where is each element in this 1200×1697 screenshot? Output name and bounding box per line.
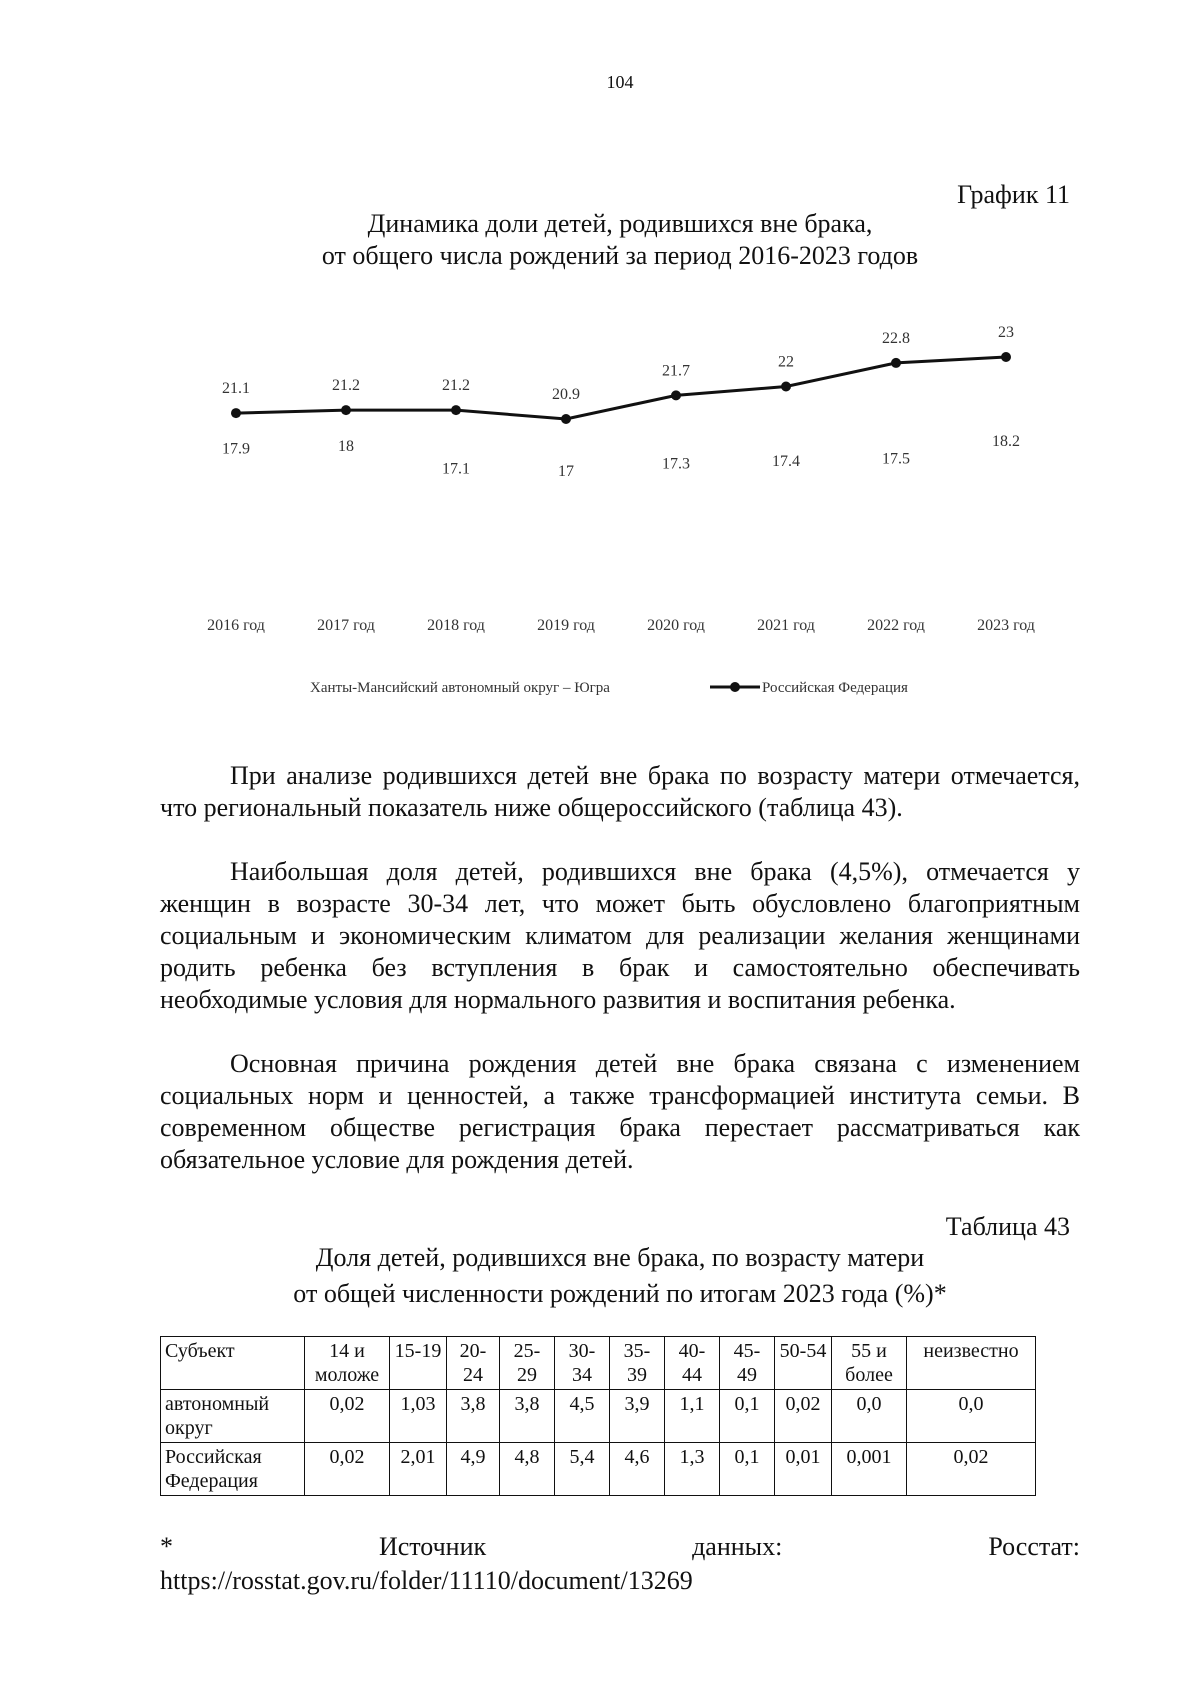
rf-data-label: 21.7	[662, 362, 690, 380]
rf-data-label: 21.1	[222, 380, 250, 398]
footnote-source-row	[160, 1530, 1080, 1564]
paragraph-3	[160, 1048, 1080, 1176]
khmao-data-label: 18	[338, 438, 354, 455]
table-cell: 3,8	[500, 1390, 555, 1443]
table-cell: 0,001	[832, 1443, 907, 1496]
table-cell: 1,3	[665, 1443, 720, 1496]
khmao-data-label: 17.3	[662, 455, 690, 473]
table-label: Таблица 43	[945, 1212, 1070, 1241]
table-header-row	[161, 1337, 1036, 1390]
footnote-url-link[interactable]: https://rosstat.gov.ru/folder/11110/document/13269	[160, 1566, 693, 1595]
khmao-data-label: 17.5	[882, 450, 910, 468]
footnote	[160, 1530, 1080, 1598]
rf-data-point	[1001, 352, 1011, 362]
table-cell: 4,8	[500, 1443, 555, 1496]
rf-data-label: 20.9	[552, 386, 580, 403]
chart-title	[0, 208, 1200, 272]
chart-title-line1: Динамика доли детей, родившихся вне брака,	[367, 209, 873, 238]
rf-data-point	[231, 408, 241, 418]
table-header-cell: Субъект	[161, 1337, 305, 1390]
table-cell: 4,5	[555, 1390, 610, 1443]
rf-data-label: 21.2	[442, 377, 470, 395]
table-cell: 0,1	[720, 1390, 775, 1443]
table-cell: 4,9	[447, 1443, 500, 1496]
table-header-cell: 30-34	[555, 1337, 610, 1390]
table-cell: 0,02	[305, 1443, 390, 1496]
table-cell: 1,1	[665, 1390, 720, 1443]
table-cell: 0,02	[907, 1443, 1036, 1496]
rf-data-point	[671, 390, 681, 400]
table-title	[0, 1240, 1200, 1312]
table-header-cell: 20-24	[447, 1337, 500, 1390]
rf-data-point	[891, 358, 901, 368]
paragraph-1-text: При анализе родившихся детей вне брака по возрасту матери отмечается, что региональный показатель ниже общероссийского (таблица 43).	[160, 761, 1080, 822]
chart-title-line2: от общего числа рождений за период 2016-2023 годов	[321, 241, 919, 270]
x-tick-label: 2017 год	[317, 617, 375, 634]
rf-data-point	[561, 414, 571, 424]
table-cell: Российская Федерация	[161, 1443, 305, 1496]
table-header-cell: 45-49	[720, 1337, 775, 1390]
paragraph-3-text: Основная причина рождения детей вне брака связана с изменением социальных норм и ценностей, а также трансформацией института семьи. В современном обществе регистрация брака перестает рассматриваться как обязательное условие для рождения детей.	[160, 1049, 1080, 1174]
table-cell: 0,1	[720, 1443, 775, 1496]
table-header-cell: 35-39	[610, 1337, 665, 1390]
rf-data-label: 21.2	[332, 377, 360, 395]
footnote-word-source: Источник	[378, 1532, 487, 1561]
page-number: 104	[606, 72, 634, 92]
table-cell: 0,0	[907, 1390, 1036, 1443]
rf-data-point	[781, 382, 791, 392]
table-cell: 0,0	[832, 1390, 907, 1443]
table-cell: 2,01	[390, 1443, 447, 1496]
rf-data-label: 23	[998, 324, 1014, 341]
footnote-word-data: данных:	[692, 1532, 783, 1561]
table-header-cell: 15-19	[390, 1337, 447, 1390]
table-header-cell: 40-44	[665, 1337, 720, 1390]
table-cell: 1,03	[390, 1390, 447, 1443]
x-tick-label: 2020 год	[647, 617, 705, 634]
table-cell: 0,02	[775, 1390, 832, 1443]
legend-rf-marker	[730, 682, 740, 692]
khmao-data-label: 17.4	[772, 453, 800, 470]
table-cell: автономный округ	[161, 1390, 305, 1443]
rf-data-label: 22	[778, 353, 794, 371]
table-header-cell: 50-54	[775, 1337, 832, 1390]
footnote-star: *	[160, 1532, 173, 1561]
table-header-cell: 55 и более	[832, 1337, 907, 1390]
paragraph-2-text: Наибольшая доля детей, родившихся вне брака (4,5%), отмечается у женщин в возрасте 30-34 лет, что может быть обусловлено благоприятным социальным и экономическим климатом для реализации желания женщинами родить ребенка без вступления в брак и самостоятельно обеспечивать необходимые условия для нормального развития и воспитания ребенка.	[160, 857, 1080, 1014]
table-title-line2: от общей численности рождений по итогам 2023 года (%)*	[293, 1279, 947, 1308]
rf-data-point	[341, 405, 351, 415]
table-cell: 0,01	[775, 1443, 832, 1496]
paragraph-2	[160, 856, 1080, 1016]
khmao-data-label: 17.9	[222, 440, 250, 458]
khmao-data-label: 17.1	[442, 460, 470, 478]
legend-khmao-label: Ханты-Мансийский автономный округ – Югра	[310, 680, 610, 696]
x-tick-label: 2016 год	[207, 617, 265, 634]
khmao-data-label: 17	[558, 463, 574, 480]
rf-data-label: 22.8	[882, 329, 910, 347]
table-cell: 3,9	[610, 1390, 665, 1443]
legend-rf-label: Российская Федерация	[762, 680, 908, 696]
table-header-cell: неизвестно	[907, 1337, 1036, 1390]
x-tick-label: 2018 год	[427, 617, 485, 634]
x-tick-label: 2021 год	[757, 617, 815, 634]
x-tick-label: 2019 год	[537, 617, 595, 634]
data-table	[160, 1336, 1036, 1496]
rf-data-point	[451, 405, 461, 415]
chart-label: График 11	[957, 180, 1070, 209]
table-header-cell: 14 и моложе	[305, 1337, 390, 1390]
table-row	[161, 1443, 1036, 1496]
table-row	[161, 1390, 1036, 1443]
table-header-cell: 25-29	[500, 1337, 555, 1390]
table-cell: 3,8	[447, 1390, 500, 1443]
khmao-data-label: 18.2	[992, 433, 1020, 450]
table-cell: 0,02	[305, 1390, 390, 1443]
paragraph-1	[160, 760, 1080, 824]
x-tick-label: 2023 год	[977, 617, 1035, 634]
footnote-word-rosstat: Росстат:	[988, 1532, 1080, 1561]
line-chart	[150, 300, 1050, 720]
table-cell: 5,4	[555, 1443, 610, 1496]
table-title-line1: Доля детей, родившихся вне брака, по возрасту матери	[315, 1243, 925, 1272]
x-tick-label: 2022 год	[867, 617, 925, 634]
table-cell: 4,6	[610, 1443, 665, 1496]
